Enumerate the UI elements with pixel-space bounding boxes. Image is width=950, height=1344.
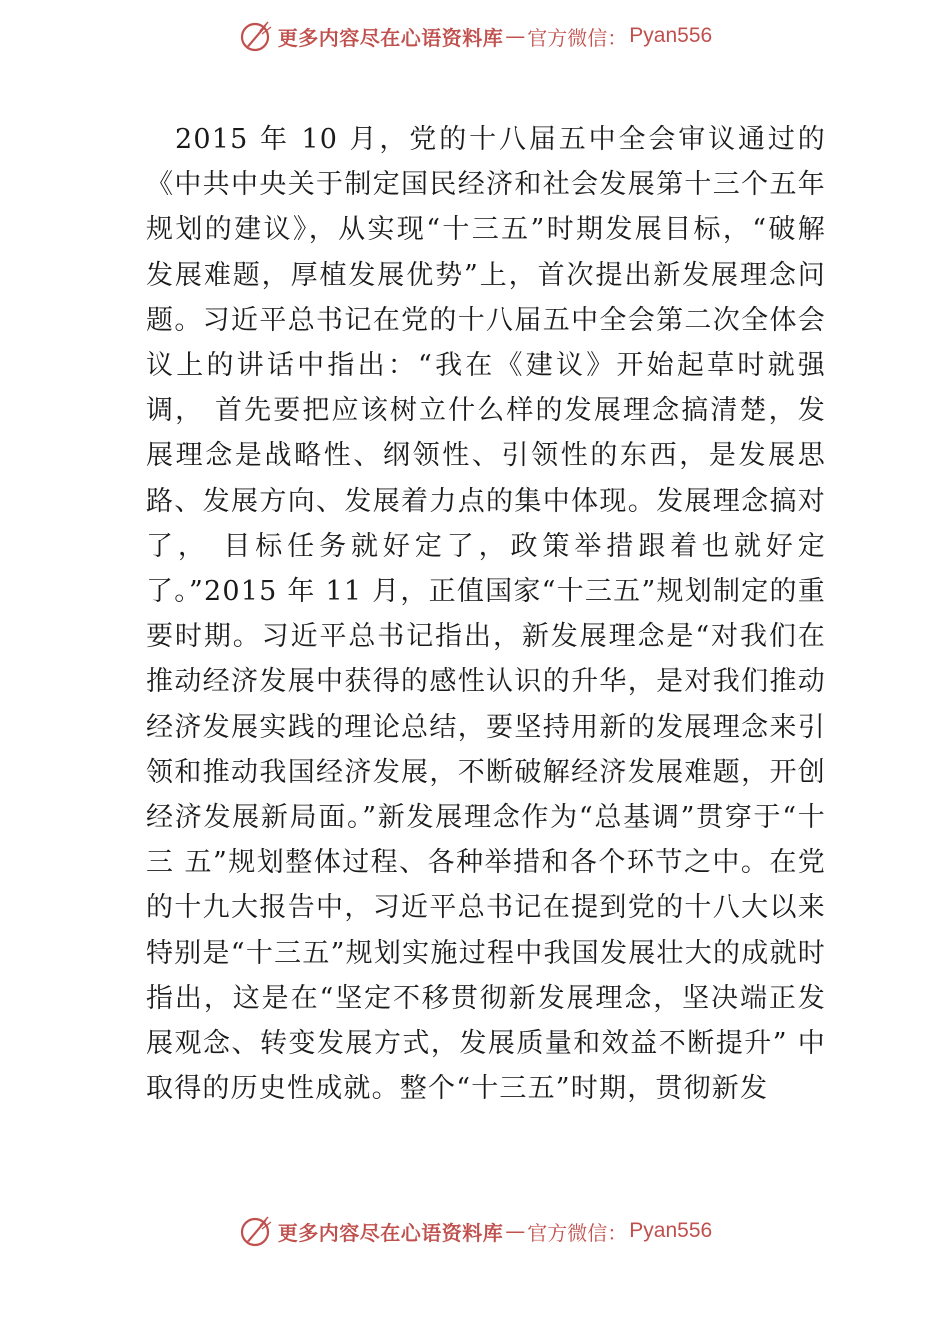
footer-brand-text: 更多内容尽在心语资料库 <box>277 1220 504 1245</box>
header-brand-text: 更多内容尽在心语资料库 <box>277 25 504 50</box>
footer-separator: — <box>505 1219 526 1243</box>
header-wechat-id: Pyan556 <box>629 24 713 47</box>
document-body <box>146 117 826 1111</box>
footer-wechat-id: Pyan556 <box>629 1219 713 1242</box>
body-paragraph: 2015 年 10 月，党的十八届五中全会审议通过的《中共中央关于制定国民经济和社会发展第十三个五年规划的建议》，从实现“十三五”时期发展目标，“破解发展难题，厚植发展优势”上，首次提出新发展理念问题。习近平总书记在党的十八届五中全会第二次全体会议上的讲话中指出：“我在《建议》开始起草时就强调， 首先要把应该树立什么样的发展理念搞清楚，发展理念是战略性、纲领性、引领性的东西，是发展思路、发展方向、发展着力点的集中体现。发展理念搞对了， 目标任务就好定了，政策举措跟着也就好定了。”2015 年 11 月，正值国家“十三五”规划制定的重要时期。习近平总书记指出，新发展理念是“对我们在推动经济发展中获得的感性认识的升华，是对我们推动经济发展实践的理论总结，要坚持用新的发展理念来引领和推动我国经济发展，不断破解经济发展难题，开创经济发展新局面。”新发展理念作为“总基调”贯穿于“十三 五”规划整体过程、各种举措和各个环节之中。在党的十九大报告中，习近平总书记在提到党的十八大以来特别是“十三五”规划实施过程中我国发展壮大的成就时指出，这是在“坚定不移贯彻新发展理念，坚决端正发展观念、转变发展方式，发展质量和效益不断提升” 中取得的历史性成就。整个“十三五”时期，贯彻新发 <box>146 124 826 1105</box>
footer-banner <box>0 1209 950 1253</box>
header-banner <box>0 14 950 58</box>
header-separator: — <box>505 24 526 48</box>
quill-pen-icon <box>238 1213 274 1249</box>
quill-pen-icon <box>238 18 274 54</box>
footer-wechat-label: 官方微信： <box>527 1220 628 1245</box>
header-wechat-label: 官方微信： <box>527 25 628 50</box>
